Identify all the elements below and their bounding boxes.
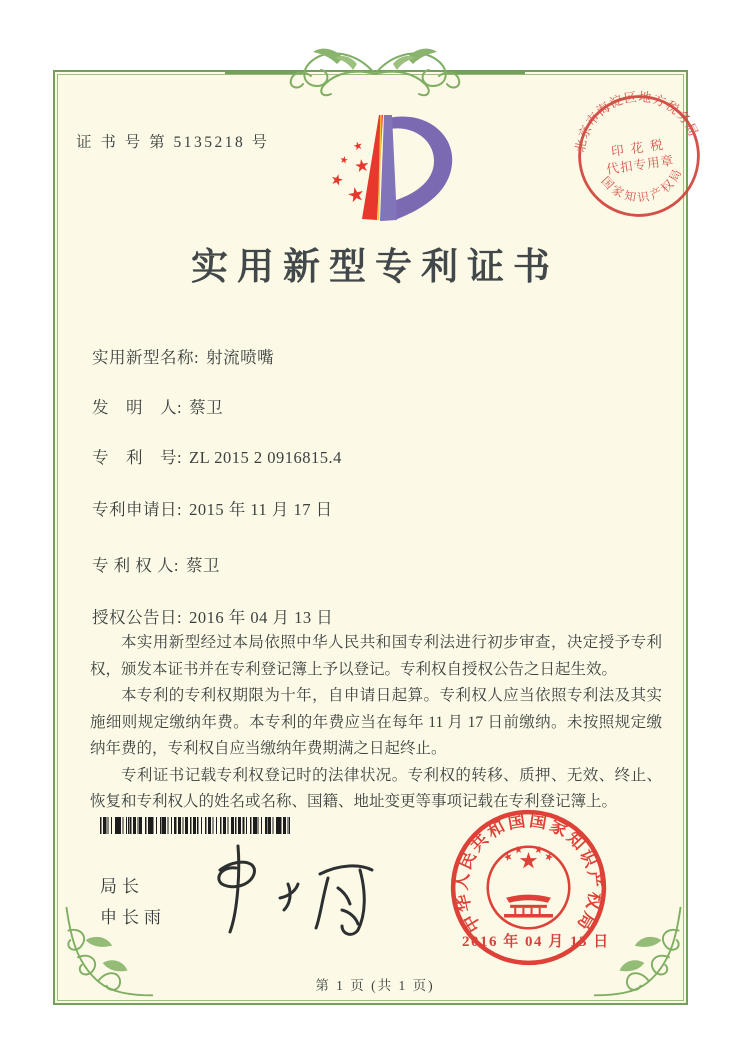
tax-stamp-center-line1: 印 花 税 — [610, 137, 666, 159]
cnipa-p-logo-icon — [300, 102, 470, 227]
field-value: 蔡卫 — [189, 398, 224, 417]
national-emblem-icon — [488, 845, 570, 928]
legal-text — [90, 630, 662, 816]
paragraph-term-fees: 本专利的专利权期限为十年，自申请日起算。专利权人应当依照专利法及其实施细则规定缴纳年费。本专利的年费应当在每年 11 月 17 日前缴纳。未按照规定缴纳年费的，专利权自应当缴纳年费期满之日起终止。 — [90, 687, 662, 757]
field-grant-date — [92, 604, 333, 628]
tax-stamp-bottom-text: 国家知识产权局 — [598, 165, 686, 205]
field-label: 实用新型名称: — [92, 348, 200, 367]
barcode — [100, 817, 290, 834]
field-value: 蔡卫 — [185, 556, 220, 575]
field-patent-number — [92, 444, 342, 468]
field-filing-date — [92, 496, 333, 520]
paragraph-grant: 本实用新型经过本局依照中华人民共和国专利法进行初步审查，决定授予专利权，颁发本证书并在专利登记簿上予以登记。专利权自授权公告之日起生效。 — [90, 634, 662, 678]
paragraph-register: 专利证书记载专利权登记时的法律状况。专利权的转移、质押、无效、终止、恢复和专利权人的姓名或名称、国籍、地址变更等事项记载在专利登记簿上。 — [90, 766, 662, 810]
field-label: 专 利 权 人: — [92, 556, 179, 575]
seal-date: 2016 年 04 月 13 日 — [462, 934, 610, 950]
certificate-title: 实用新型专利证书 — [191, 247, 559, 288]
field-label: 授权公告日: — [92, 608, 183, 627]
field-utility-model-name — [92, 344, 274, 368]
field-value: 射流喷嘴 — [206, 348, 275, 367]
field-inventor — [92, 394, 223, 418]
page-number: 第 1 页 (共 1 页) — [315, 978, 435, 993]
signer-name: 申长雨 — [100, 908, 166, 927]
top-flourish-icon — [225, 40, 525, 102]
field-patentee — [92, 552, 220, 576]
signature-icon — [192, 840, 402, 940]
field-label: 专利申请日: — [92, 500, 183, 519]
tax-stamp-icon — [564, 81, 713, 230]
field-value: 2016 年 04 月 13 日 — [189, 608, 334, 627]
tax-stamp-top-text: 北京市海淀区地方税务局 — [573, 89, 701, 154]
field-label: 专 利 号: — [92, 448, 183, 467]
seal-ring-text: 中华人民共和国国家知识产权局 — [451, 810, 606, 936]
signer-title: 局长 — [100, 877, 144, 896]
tax-stamp-center-line2: 代扣专用章 — [605, 153, 676, 177]
field-label: 发 明 人: — [92, 398, 183, 417]
certificate-number: 证 书 号 第 5135218 号 — [76, 134, 270, 151]
field-value: 2015 年 11 月 17 日 — [189, 500, 333, 519]
field-value: ZL 2015 2 0916815.4 — [189, 448, 342, 467]
